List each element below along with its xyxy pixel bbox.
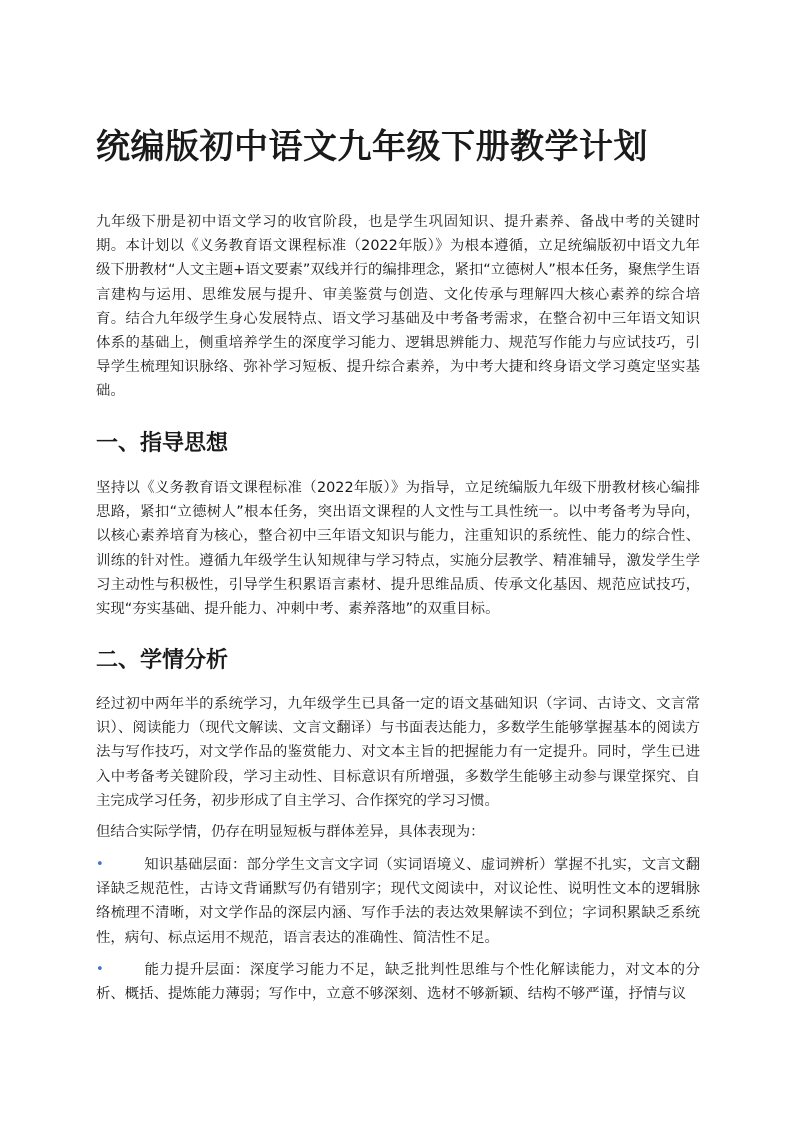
list-item-ability-improvement [96, 958, 700, 1006]
guiding-ideology-paragraph: 坚持以《义务教育语文课程标准（2022年版）》为指导，立足统编版九年级下册教材核心编排思路，紧扣“立德树人”根本任务，突出语文课程的人文性与工具性统一。以中考备考为导向，以核心素养培育为核心，整合初中三年语文知识与能力，注重知识的系统性、能力的综合性、训练的针对性。遵循九年级学生认知规律与学习特点，实施分层教学、精准辅导，激发学生学习主动性与积极性，引导学生积累语言素材、提升思维品质、传承文化基因、规范应试技巧，实现“夯实基础、提升能力、冲刺中考、素养落地”的双重目标。 [96, 480, 700, 618]
bullet-dot-icon: • [96, 962, 104, 977]
document-title: 统编版初中语文九年级下册教学计划 [96, 127, 648, 167]
list-item-knowledge-foundation [96, 853, 700, 950]
student-analysis-lead-in: 但结合实际学情，仍存在明显短板与群体差异，具体表现为： [96, 824, 485, 840]
list-item-text: 知识基础层面：部分学生文言文字词（实词语境义、虚词辨析）掌握不扎实，文言文翻译缺乏规范性，古诗文背诵默写仍有错别字；现代文阅读中，对议论性、说明性文本的逻辑脉络梳理不清晰，对文学作品的深层内涵、写作手法的表达效果解读不到位；字词积累缺乏系统性，病句、标点运用不规范，语言表达的准确性、简洁性不足。 [96, 857, 700, 946]
list-item-text: 能力提升层面：深度学习能力不足，缺乏批判性思维与个性化解读能力，对文本的分析、概括、提炼能力薄弱；写作中，立意不够深刻、选材不够新颖、结构不够严谨，抒情与议 [96, 962, 700, 1003]
section-heading-guiding-ideology: 一、指导思想 [96, 431, 229, 456]
section-heading-student-analysis: 二、学情分析 [96, 648, 229, 673]
student-analysis-paragraph: 经过初中两年半的系统学习，九年级学生已具备一定的语文基础知识（字词、古诗文、文言常识）、阅读能力（现代文解读、文言文翻译）与书面表达能力，多数学生能够掌握基本的阅读方法与写作技巧，对文学作品的鉴赏能力、对文本主旨的把握能力有一定提升。同时，学生已进入中考备考关键阶段，学习主动性、目标意识有所增强，多数学生能够主动参与课堂探究、自主完成学习任务，初步形成了自主学习、合作探究的学习习惯。 [96, 696, 700, 809]
intro-paragraph: 九年级下册是初中语文学习的收官阶段，也是学生巩固知识、提升素养、备战中考的关键时期。本计划以《义务教育语文课程标准（2022年版）》为根本遵循，立足统编版初中语文九年级下册教材“人文主题+语文要素”双线并行的编排理念，紧扣“立德树人”根本任务，聚焦学生语言建构与运用、思维发展与提升、审美鉴赏与创造、文化传承与理解四大核心素养的综合培育。结合九年级学生身心发展特点、语文学习基础及中考备考需求，在整合初中三年语文知识体系的基础上，侧重培养学生的深度学习能力、逻辑思辨能力、规范写作能力与应试技巧，引导学生梳理知识脉络、弥补学习短板、提升综合素养，为中考大捷和终身语文学习奠定坚实基础。 [96, 214, 700, 400]
bullet-dot-icon: • [96, 857, 104, 872]
